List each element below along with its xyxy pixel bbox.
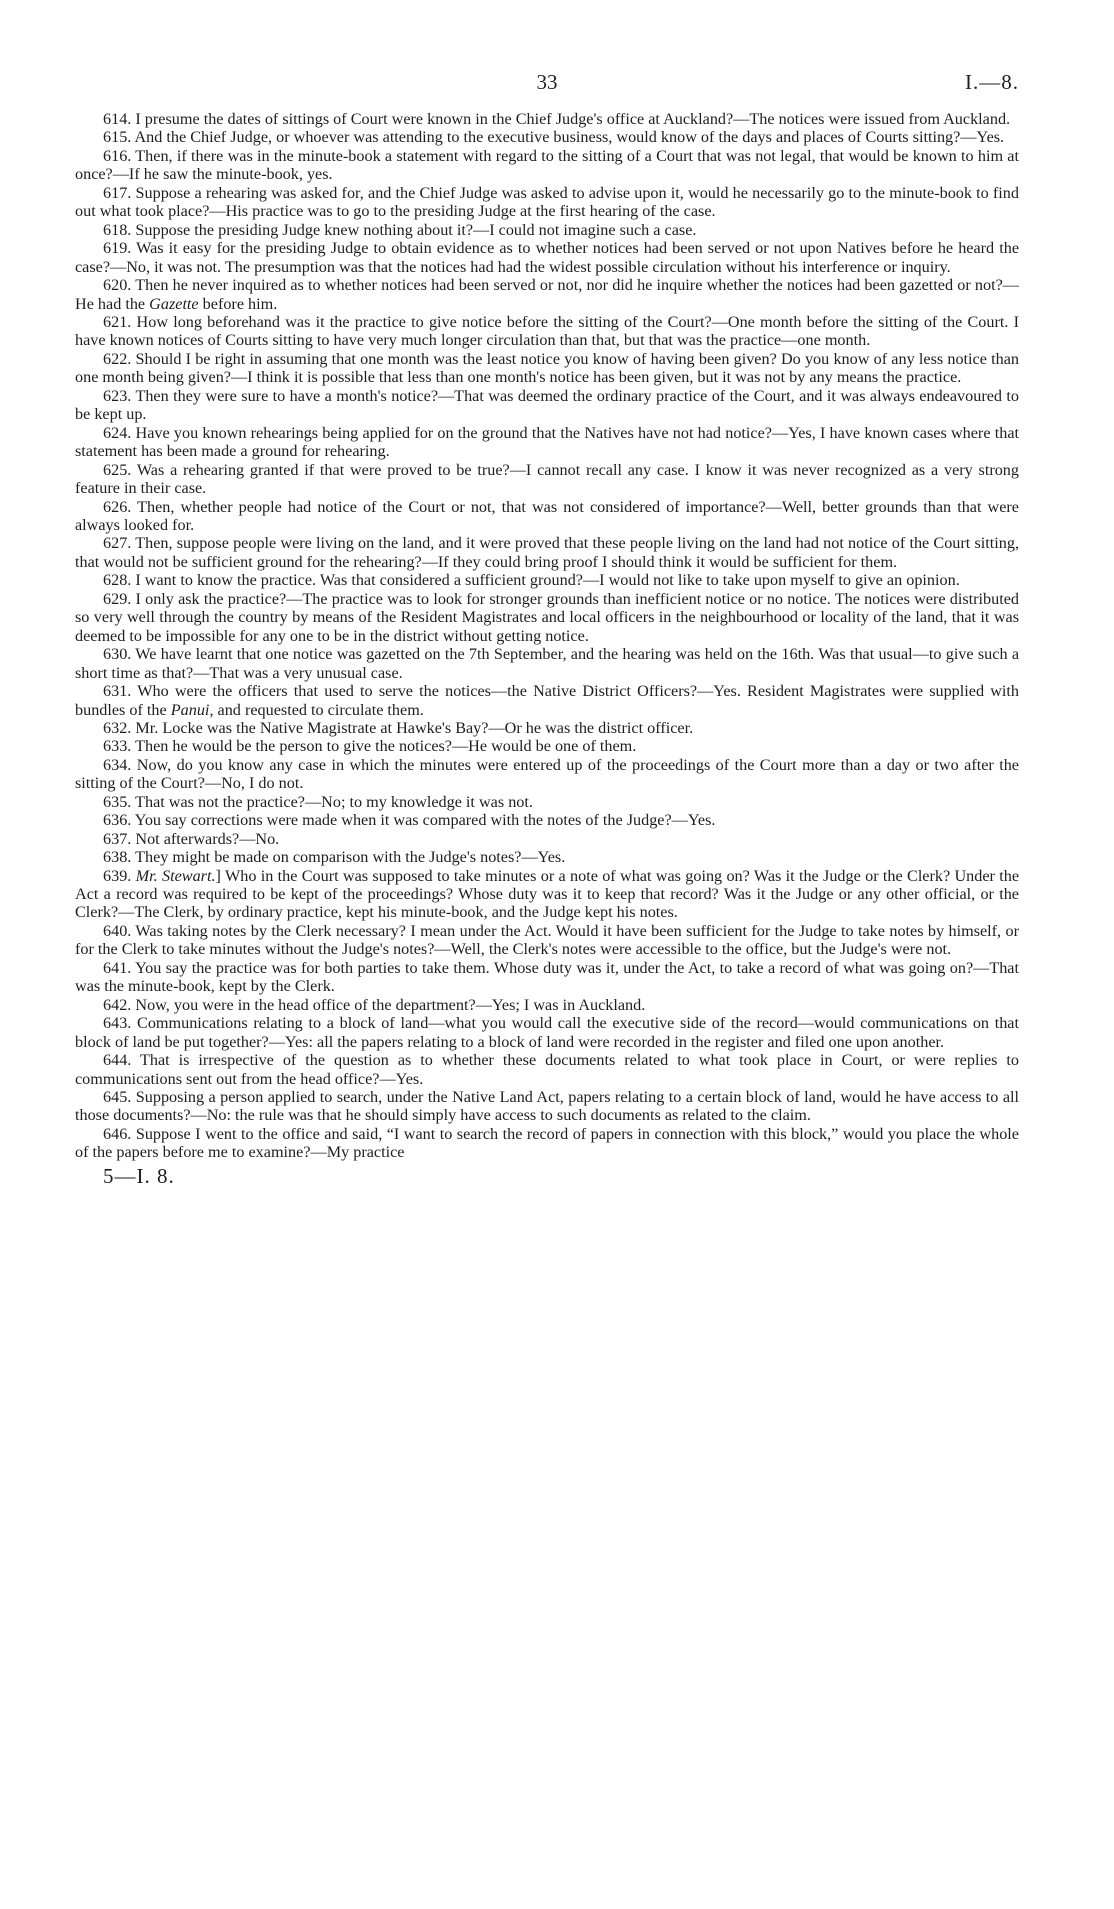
question-answer-paragraph: 632. Mr. Locke was the Native Magistrate at Hawke's Bay?—Or he was the district officer. bbox=[103, 718, 694, 737]
question-answer-paragraph: 619. Was it easy for the presiding Judge to obtain evidence as to whether notices had been served or not upon Natives before he heard the case?—No, it was not. The presumption was that the notices had had the widest possible circulation without his interference or inquiry. bbox=[75, 239, 1019, 276]
evidence-body bbox=[75, 110, 1019, 1162]
question-answer-paragraph: 641. You say the practice was for both parties to take them. Whose duty was it, under the Act, to take a record of what was going on?—That was the minute-book, kept by the Clerk. bbox=[75, 958, 1019, 996]
question-answer-paragraph: 635. That was not the practice?—No; to my knowledge it was not. bbox=[103, 792, 533, 811]
question-answer-paragraph: 639. Mr. Stewart.] Who in the Court was supposed to take minutes or a note of what was going on? Was it the Judge or the Clerk? Under the Act a record was required to be kept of the proceedings? Whose duty was it to keep that record? Was it the Judge or any other official, or the Clerk?—The Clerk, by ordinary practice, kept his minute-book, and the Judge kept his notes. bbox=[75, 866, 1019, 922]
question-answer-paragraph: 629. I only ask the practice?—The practice was to look for stronger grounds than inefficient notice or no notice. The notices were distributed so very well through the country by means of the Resident Magistrates and local officers in the neighbourhood or locality of the land, that it was deemed to be impossible for any one to be in the district without getting notice. bbox=[75, 589, 1019, 645]
question-answer-paragraph: 640. Was taking notes by the Clerk necessary? I mean under the Act. Would it have been sufficient for the Judge to take notes by himself, or for the Clerk to take minutes without the Judge's notes?—Well, the Clerk's notes were accessible to the office, but the Judge's were not. bbox=[75, 921, 1019, 959]
question-answer-paragraph: 615. And the Chief Judge, or whoever was attending to the executive business, would know of the days and places of Courts sitting?—Yes. bbox=[103, 128, 1005, 147]
question-answer-paragraph: 628. I want to know the practice. Was that considered a sufficient ground?—I would not like to take upon myself to give an opinion. bbox=[103, 571, 960, 590]
question-answer-paragraph: 618. Suppose the presiding Judge knew nothing about it?—I could not imagine such a case. bbox=[103, 220, 697, 239]
question-answer-paragraph: 630. We have learnt that one notice was gazetted on the 7th September, and the hearing was held on the 16th. Was that usual—to give such a short time as that?—That was a very unusual case. bbox=[75, 645, 1019, 682]
question-answer-paragraph: 622. Should I be right in assuming that one month was the least notice you know of having been given? Do you know of any less notice than one month being given?—I think it is possible that less than one month's notice has been given, but it was not by any means the practice. bbox=[75, 349, 1019, 387]
question-answer-paragraph: 626. Then, whether people had notice of the Court or not, that was not considered of importance?—Well, better grounds than that were always looked for. bbox=[75, 497, 1019, 534]
question-answer-paragraph: 617. Suppose a rehearing was asked for, and the Chief Judge was asked to advise upon it, would he necessarily go to the minute-book to find out what took place?—His practice was to go to the presiding Judge at the first hearing of the case. bbox=[75, 183, 1019, 221]
question-answer-paragraph: 631. Who were the officers that used to serve the notices—the Native District Officers?—Yes. Resident Magistrates were supplied with bundles of the Panui, and requested to circulate them. bbox=[75, 682, 1019, 719]
question-answer-paragraph: 644. That is irrespective of the question as to whether these documents related to what took place in Court, or were replies to communications sent out from the head office?—Yes. bbox=[75, 1051, 1019, 1088]
question-answer-paragraph: 625. Was a rehearing granted if that were proved to be true?—I cannot recall any case. I know it was never recognized as a very strong feature in their case. bbox=[75, 460, 1019, 498]
document-page bbox=[75, 62, 1019, 1872]
question-answer-paragraph: 621. How long beforehand was it the practice to give notice before the sitting of the Court?—One month before the sitting of the Court. I have known notices of Courts sitting to have very much longer circulation than that, but that was the practice—one month. bbox=[75, 312, 1019, 350]
question-answer-paragraph: 616. Then, if there was in the minute-book a statement with regard to the sitting of a Court that was not legal, that would be known to him at once?—If he saw the minute-book, yes. bbox=[75, 146, 1019, 184]
question-answer-paragraph: 614. I presume the dates of sittings of Court were known in the Chief Judge's office at Auckland?—The notices were issued from Auckland. bbox=[103, 110, 1011, 128]
question-answer-paragraph: 637. Not afterwards?—No. bbox=[103, 829, 280, 848]
series-reference: I.—8. bbox=[965, 70, 1019, 94]
question-answer-paragraph: 633. Then he would be the person to give the notices?—He would be one of them. bbox=[103, 737, 637, 756]
page-number: 33 bbox=[536, 70, 558, 94]
question-answer-paragraph: 645. Supposing a person applied to search, under the Native Land Act, papers relating to a certain block of land, would he have access to all those documents?—No: the rule was that he should simply have access to such documents as related to the claim. bbox=[75, 1088, 1019, 1125]
question-answer-paragraph: 620. Then he never inquired as to whether notices had been served or not, nor did he inquire whether the notices had been gazetted or not?—He had the Gazette before him. bbox=[75, 276, 1019, 313]
signature-mark: 5—I. 8. bbox=[103, 1163, 175, 1188]
question-answer-paragraph: 643. Communications relating to a block of land—what you would call the executive side of the record—would communications on that block of land be put together?—Yes: all the papers relating to a block of land were recorded in the register and filed one upon another. bbox=[75, 1014, 1019, 1051]
question-answer-paragraph: 627. Then, suppose people were living on the land, and it were proved that these people living on the land had not notice of the Court sitting, that would not be sufficient ground for the rehearing?—If they could bring proof I should think it would be sufficient for them. bbox=[75, 534, 1019, 571]
question-answer-paragraph: 636. You say corrections were made when it was compared with the notes of the Judge?—Yes. bbox=[103, 811, 716, 830]
question-answer-paragraph: 646. Suppose I went to the office and said, “I want to search the record of papers in connection with this block,” would you place the whole of the papers before me to examine?—My practice bbox=[75, 1124, 1019, 1162]
question-answer-paragraph: 642. Now, you were in the head office of the department?—Yes; I was in Auckland. bbox=[103, 995, 646, 1014]
question-answer-paragraph: 638. They might be made on comparison with the Judge's notes?—Yes. bbox=[103, 848, 566, 867]
question-answer-paragraph: 634. Now, do you know any case in which the minutes were entered up of the proceedings of the Court more than a day or two after the sitting of the Court?—No, I do not. bbox=[75, 755, 1019, 793]
question-answer-paragraph: 624. Have you known rehearings being applied for on the ground that the Natives have not had notice?—Yes, I have known cases where that statement has been made a ground for rehearing. bbox=[75, 423, 1019, 461]
question-answer-paragraph: 623. Then they were sure to have a month's notice?—That was deemed the ordinary practice of the Court, and it was always endeavoured to be kept up. bbox=[75, 386, 1019, 424]
page-header bbox=[75, 62, 1019, 110]
